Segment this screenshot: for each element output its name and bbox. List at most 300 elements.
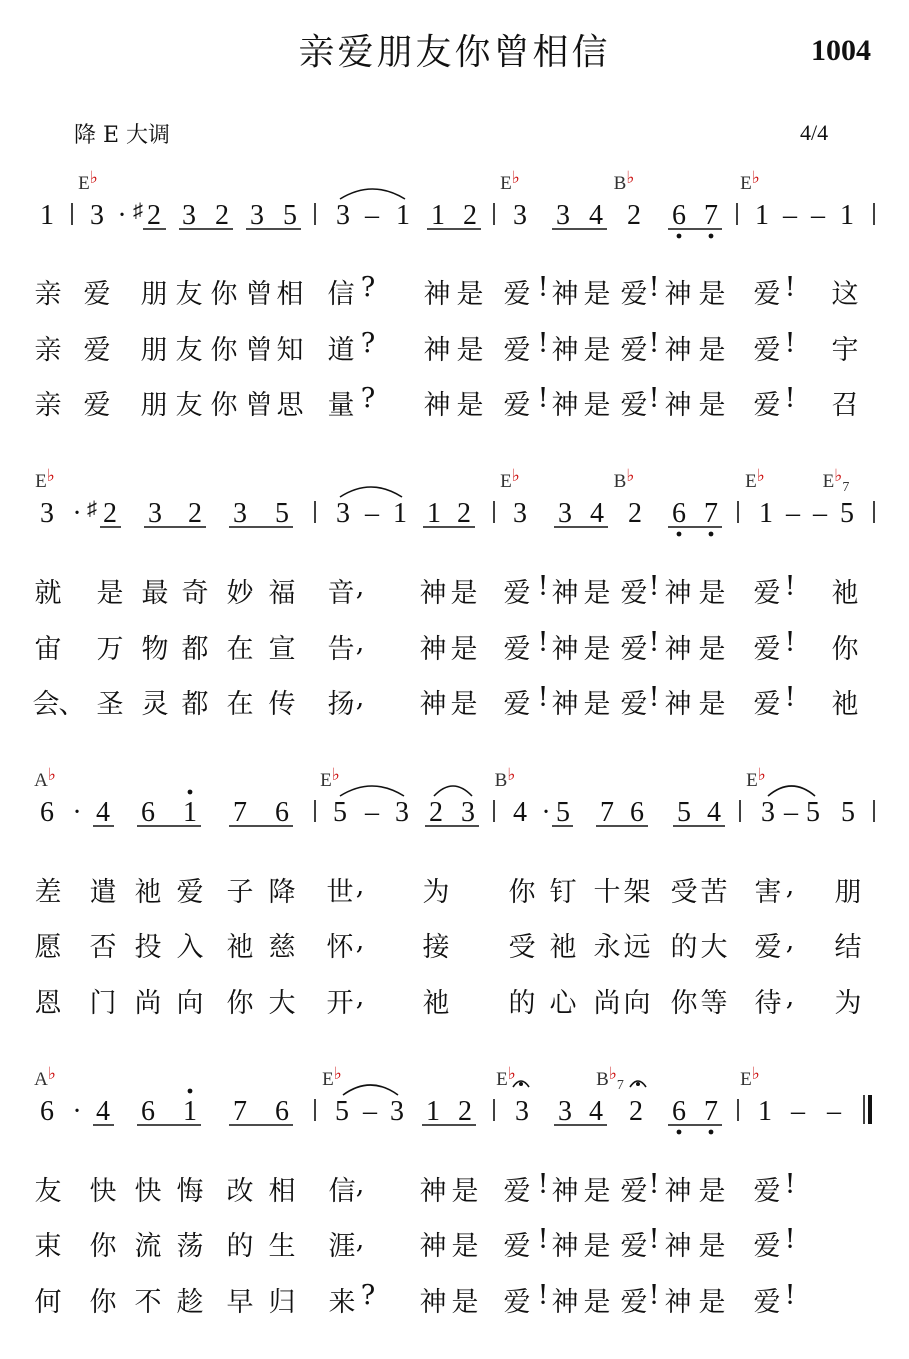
lyric-char: 神	[423, 279, 451, 310]
lyric-char: 开	[326, 988, 354, 1019]
lyric-char: 这	[831, 279, 859, 310]
lyric-char: 愿	[34, 932, 62, 963]
lyric-char: 道	[327, 335, 355, 366]
lyric-char: 早	[226, 1287, 254, 1318]
lyric-char: 是	[583, 1231, 611, 1262]
lyric-char: 召	[831, 390, 859, 421]
lyric-char: 神	[664, 578, 692, 609]
chord-symbol: E♭	[740, 1064, 760, 1090]
note-digit: 3	[556, 200, 570, 231]
notation-staff	[0, 165, 909, 245]
lyric-char: 神	[551, 689, 579, 720]
lyric-char: 是	[698, 279, 726, 310]
lyric-char: 是	[698, 689, 726, 720]
lyric-char: 你	[210, 390, 238, 421]
chord-symbol: E♭	[322, 1064, 342, 1090]
lyric-char: !	[537, 272, 549, 303]
lyric-char: 爱	[620, 279, 648, 310]
lyric-char: ,	[785, 925, 795, 956]
lyric-char: !	[784, 328, 796, 359]
lyric-char: 悔	[176, 1176, 204, 1207]
lyric-line	[0, 571, 909, 611]
lyric-char: 灵	[141, 689, 169, 720]
lyric-char: 朋	[140, 335, 168, 366]
lyric-char: 何	[34, 1287, 62, 1318]
chord-symbol: E♭	[500, 168, 520, 194]
chord-symbol: E♭	[320, 765, 340, 791]
lyric-char: 架	[623, 877, 651, 908]
chord-symbol: E♭	[35, 466, 55, 492]
lyric-char: 神	[664, 1176, 692, 1207]
lyric-char: 思	[276, 390, 304, 421]
lyric-char: 爱	[503, 1231, 531, 1262]
lyric-char: 你	[210, 335, 238, 366]
lyric-char: 入	[176, 932, 204, 963]
augmentation-dot: ·	[541, 797, 551, 828]
lyric-char: 妙	[226, 578, 254, 609]
lyric-char: 是	[698, 578, 726, 609]
lower-octave-dot	[677, 532, 682, 537]
lyric-char: 神	[551, 634, 579, 665]
note-digit: 3	[761, 797, 775, 828]
note-digit: 3	[513, 200, 527, 231]
notation-staff	[0, 762, 909, 842]
lyric-char: 大	[700, 932, 728, 963]
lyric-char: 世	[326, 877, 354, 908]
note-digit: 3	[558, 1096, 572, 1127]
lyric-line	[0, 682, 909, 722]
note-digit: 5	[841, 797, 855, 828]
dash-extension: –	[365, 498, 379, 529]
lyric-char: !	[648, 682, 660, 713]
dash-extension: –	[827, 1096, 841, 1127]
note-digit: 2	[458, 1096, 472, 1127]
lower-octave-dot	[677, 234, 682, 239]
note-digit: 5	[335, 1096, 349, 1127]
lyric-char: 神	[664, 689, 692, 720]
sharp-sign: ♯	[87, 498, 97, 520]
note-digit: 3	[336, 498, 350, 529]
lyric-char: 都	[181, 689, 209, 720]
lyric-char: 是	[583, 578, 611, 609]
lyric-char: 投	[134, 932, 162, 963]
lyric-char: 差	[34, 877, 62, 908]
lyric-char: 在	[226, 689, 254, 720]
chord-symbol: B♭	[494, 765, 516, 791]
note-digit: 4	[96, 797, 110, 828]
lyric-char: 祂	[422, 988, 450, 1019]
lyric-char: ,	[785, 981, 795, 1012]
note-digit: 1	[393, 498, 407, 529]
chord-symbol: E♭	[496, 1064, 516, 1090]
lyric-char: 神	[551, 1176, 579, 1207]
dash-extension: –	[791, 1096, 805, 1127]
lyric-char: 是	[583, 279, 611, 310]
dash-extension: –	[363, 1096, 377, 1127]
lyric-char: 流	[134, 1231, 162, 1262]
note-digit: 3	[395, 797, 409, 828]
lyric-char: 奇	[181, 578, 209, 609]
lyric-line	[0, 328, 909, 368]
lyric-char: 爱	[620, 689, 648, 720]
note-digit: 3	[558, 498, 572, 529]
lyric-char: 向	[623, 988, 651, 1019]
note-digit: 7	[704, 498, 718, 529]
lyric-char: 都	[181, 634, 209, 665]
note-digit: 4	[96, 1096, 110, 1127]
lyric-char: 神	[419, 634, 447, 665]
lyric-char: !	[784, 1224, 796, 1255]
lyric-char: 归	[268, 1287, 296, 1318]
lyric-char: 是	[698, 1287, 726, 1318]
lyric-char: !	[648, 571, 660, 602]
chord-symbol: B♭	[613, 466, 635, 492]
lyric-char: 爱	[503, 1287, 531, 1318]
lyric-char: 你	[89, 1231, 117, 1262]
lyric-char: 荡	[176, 1231, 204, 1262]
lyric-char: 亲	[34, 279, 62, 310]
note-digit: 2	[429, 797, 443, 828]
lyric-char: !	[784, 571, 796, 602]
lyric-char: 是	[698, 634, 726, 665]
note-digit: 3	[148, 498, 162, 529]
lyric-char: 受	[670, 877, 698, 908]
lyric-char: !	[784, 682, 796, 713]
tie-arc	[340, 487, 402, 497]
time-signature: 4/4	[800, 120, 829, 145]
lyric-char: 是	[583, 634, 611, 665]
lyric-char: 心	[549, 988, 577, 1019]
lyric-char: 朋	[834, 877, 862, 908]
lyric-char: 物	[141, 634, 169, 665]
note-digit: 1	[431, 200, 445, 231]
chord-symbol: $B♭_7$	[596, 1064, 624, 1093]
dash-extension: –	[784, 797, 798, 828]
lyric-char: 是	[456, 390, 484, 421]
note-digit: 5	[806, 797, 820, 828]
chord-symbol: B♭	[613, 168, 635, 194]
lyric-char: 神	[423, 390, 451, 421]
lyric-char: !	[648, 1169, 660, 1200]
dash-extension: –	[365, 200, 379, 231]
lyric-char: 爱	[753, 335, 781, 366]
lyric-char: 神	[664, 279, 692, 310]
note-digit: 5	[840, 498, 854, 529]
lyric-char: 爱	[753, 279, 781, 310]
dash-extension: –	[786, 498, 800, 529]
note-digit: 6	[40, 1096, 54, 1127]
lyric-char: !	[784, 1169, 796, 1200]
lyric-char: 万	[96, 634, 124, 665]
music-system-1	[0, 165, 909, 245]
lyric-char: 传	[268, 689, 296, 720]
note-digit: 1	[427, 498, 441, 529]
lyric-char: 神	[664, 390, 692, 421]
lyric-char: 信	[328, 1176, 356, 1207]
note-digit: 7	[600, 797, 614, 828]
lyric-char: !	[648, 383, 660, 414]
note-digit: 2	[103, 498, 117, 529]
lyric-char: !	[537, 1169, 549, 1200]
lyric-char: 是	[450, 578, 478, 609]
lyric-char: 爱	[503, 578, 531, 609]
dash-extension: –	[365, 797, 379, 828]
lyric-char: 为	[422, 877, 450, 908]
lyric-char: 结	[834, 932, 862, 963]
chord-symbol: E♭	[78, 168, 98, 194]
lyric-char: 怀	[326, 932, 354, 963]
lyric-char: 爱	[176, 877, 204, 908]
lyric-char: 改	[226, 1176, 254, 1207]
note-digit: 2	[629, 1096, 643, 1127]
lyric-char: 是	[583, 1176, 611, 1207]
lyric-char: 来	[328, 1287, 356, 1318]
note-digit: 6	[275, 797, 289, 828]
note-digit: 3	[40, 498, 54, 529]
lyric-char: 是	[698, 390, 726, 421]
lyric-char: 爱	[503, 390, 531, 421]
lyric-char: !	[537, 383, 549, 414]
lyric-char: 告	[327, 634, 355, 665]
note-digit: 1	[758, 1096, 772, 1127]
lyric-char: 爱	[503, 689, 531, 720]
lyric-char: 是	[456, 279, 484, 310]
lyric-char: 是	[450, 634, 478, 665]
lyric-char: 的	[226, 1231, 254, 1262]
lyric-char: !	[784, 627, 796, 658]
lyric-char: 你	[226, 988, 254, 1019]
lyric-char: 子	[226, 877, 254, 908]
lyric-char: 慈	[268, 932, 296, 963]
lyric-char: 爱	[753, 578, 781, 609]
note-digit: 3	[182, 200, 196, 231]
note-digit: 6	[275, 1096, 289, 1127]
note-digit: 6	[40, 797, 54, 828]
lower-octave-dot	[709, 1130, 714, 1135]
chord-symbol: E♭	[746, 765, 766, 791]
lyric-char: 神	[551, 335, 579, 366]
lyric-char: 曾	[245, 390, 273, 421]
lyric-char: 神	[664, 1231, 692, 1262]
page-title: 亲爱朋友你曾相信	[298, 32, 611, 73]
augmentation-dot: ·	[72, 498, 82, 529]
lyric-char: 神	[419, 1176, 447, 1207]
lyric-char: ?	[360, 383, 376, 414]
note-digit: 3	[515, 1096, 529, 1127]
lyric-char: 宙	[34, 634, 62, 665]
chord-symbol: $E♭_7$	[822, 466, 850, 495]
fermata-dot	[519, 1082, 523, 1086]
lyric-char: ?	[360, 272, 376, 303]
lyric-char: !	[784, 272, 796, 303]
lyric-char: 音	[327, 578, 355, 609]
note-digit: 3	[513, 498, 527, 529]
lyric-char: ,	[785, 870, 795, 901]
lyric-char: 友	[34, 1176, 62, 1207]
lyric-char: 遣	[89, 877, 117, 908]
note-digit: 2	[188, 498, 202, 529]
note-digit: 2	[628, 498, 642, 529]
lyric-char: 神	[423, 335, 451, 366]
note-digit: 4	[707, 797, 721, 828]
lyric-char: ?	[360, 1280, 376, 1311]
note-digit: 7	[233, 797, 247, 828]
note-digit: 6	[672, 1096, 686, 1127]
lyric-char: 亲	[34, 335, 62, 366]
lyric-char: 爱	[753, 1287, 781, 1318]
lyric-char: 神	[419, 578, 447, 609]
lyric-line	[0, 925, 909, 965]
song-number: 1004	[811, 34, 871, 67]
upper-octave-dot	[188, 1089, 193, 1094]
note-digit: 6	[672, 200, 686, 231]
lyric-char: 爱	[620, 390, 648, 421]
lyric-char: 降	[268, 877, 296, 908]
lyric-char: 神	[419, 1231, 447, 1262]
lyric-char: 相	[268, 1176, 296, 1207]
lyric-char: 、	[58, 689, 86, 720]
lyric-char: 亲	[34, 390, 62, 421]
lyric-char: !	[648, 1224, 660, 1255]
lyric-char: 十	[593, 877, 621, 908]
lyric-char: 的	[670, 932, 698, 963]
chord-symbol: E♭	[500, 466, 520, 492]
note-digit: 5	[333, 797, 347, 828]
lower-octave-dot	[709, 532, 714, 537]
note-digit: 1	[426, 1096, 440, 1127]
lyric-char: ,	[355, 925, 365, 956]
lyric-char: 向	[176, 988, 204, 1019]
lyric-char: 神	[551, 1231, 579, 1262]
lyric-char: 曾	[245, 335, 273, 366]
lyric-char: 害	[754, 877, 782, 908]
lyric-char: 的	[508, 988, 536, 1019]
sharp-sign: ♯	[133, 200, 143, 222]
lyric-char: 爱	[620, 1176, 648, 1207]
lyric-char: 远	[623, 932, 651, 963]
lyric-char: 知	[276, 335, 304, 366]
chord-symbol: E♭	[740, 168, 760, 194]
lyric-char: 神	[419, 689, 447, 720]
lyric-char: 你	[831, 634, 859, 665]
lyric-char: 是	[451, 1231, 479, 1262]
note-digit: 4	[590, 498, 604, 529]
lyric-char: 涯	[328, 1231, 356, 1262]
lyric-char: 待	[754, 988, 782, 1019]
lyric-char: 是	[583, 1287, 611, 1318]
lyric-char: 是	[698, 1176, 726, 1207]
note-digit: 1	[840, 200, 854, 231]
lyric-char: 友	[175, 390, 203, 421]
lyric-char: 不	[134, 1287, 162, 1318]
lyric-char: 尚	[593, 988, 621, 1019]
lower-octave-dot	[709, 234, 714, 239]
chord-symbol: A♭	[34, 1064, 56, 1090]
music-system-4	[0, 1061, 909, 1141]
note-digit: 6	[141, 1096, 155, 1127]
note-digit: 3	[233, 498, 247, 529]
lyric-char: 爱	[620, 1287, 648, 1318]
lyric-char: ,	[355, 870, 365, 901]
note-digit: 7	[233, 1096, 247, 1127]
lyric-char: !	[537, 328, 549, 359]
lyric-char: 爱	[503, 279, 531, 310]
note-digit: 1	[183, 1096, 197, 1127]
note-digit: 1	[396, 200, 410, 231]
lyric-char: 等	[700, 988, 728, 1019]
lyric-char: !	[537, 1224, 549, 1255]
note-digit: 4	[513, 797, 527, 828]
lyric-char: ,	[355, 627, 365, 658]
lyric-char: 恩	[34, 988, 62, 1019]
lyric-char: 爱	[753, 1176, 781, 1207]
lyric-char: 爱	[83, 390, 111, 421]
lyric-char: 福	[268, 578, 296, 609]
chord-symbol: E♭	[745, 466, 765, 492]
lyric-char: 是	[583, 335, 611, 366]
lyric-char: 爱	[620, 1231, 648, 1262]
lyric-char: !	[648, 328, 660, 359]
lyric-char: 神	[551, 1287, 579, 1318]
lyric-char: 爱	[754, 932, 782, 963]
dash-extension: –	[783, 200, 797, 231]
lyric-char: 是	[698, 1231, 726, 1262]
dash-extension: –	[813, 498, 827, 529]
lyric-char: 爱	[753, 390, 781, 421]
lyric-char: ,	[355, 981, 365, 1012]
lyric-line	[0, 1224, 909, 1264]
note-digit: 4	[589, 200, 603, 231]
lyric-char: 是	[583, 390, 611, 421]
lyric-char: 你	[508, 877, 536, 908]
lyric-char: 相	[276, 279, 304, 310]
note-digit: 3	[90, 200, 104, 231]
lyric-char: 爱	[753, 1231, 781, 1262]
chord-symbol: A♭	[34, 765, 56, 791]
lyric-char: 神	[664, 634, 692, 665]
lyric-char: 爱	[503, 1176, 531, 1207]
lyric-char: 趁	[176, 1287, 204, 1318]
lyric-char: 就	[34, 578, 62, 609]
lyric-line	[0, 870, 909, 910]
note-digit: 2	[457, 498, 471, 529]
augmentation-dot: ·	[72, 1096, 82, 1127]
lyric-char: 扬	[327, 689, 355, 720]
lyric-char: 生	[268, 1231, 296, 1262]
lyric-char: 爱	[620, 335, 648, 366]
lyric-char: 在	[226, 634, 254, 665]
tie-arc	[343, 1085, 398, 1095]
notation-staff	[0, 463, 909, 543]
lyric-char: 会	[32, 689, 60, 720]
lyric-char: 神	[551, 578, 579, 609]
lyric-char: 宇	[831, 335, 859, 366]
lyric-char: 你	[670, 988, 698, 1019]
lyric-char: 是	[450, 689, 478, 720]
lyric-char: 是	[583, 689, 611, 720]
augmentation-dot: ·	[72, 797, 82, 828]
note-digit: 3	[461, 797, 475, 828]
lyric-char: 最	[141, 578, 169, 609]
lyric-line	[0, 1169, 909, 1209]
note-digit: 2	[463, 200, 477, 231]
lyric-char: 祂	[831, 578, 859, 609]
lyric-char: !	[537, 1280, 549, 1311]
lyric-char: 爱	[503, 634, 531, 665]
note-digit: 7	[704, 200, 718, 231]
note-digit: 3	[250, 200, 264, 231]
lyric-char: 神	[551, 279, 579, 310]
